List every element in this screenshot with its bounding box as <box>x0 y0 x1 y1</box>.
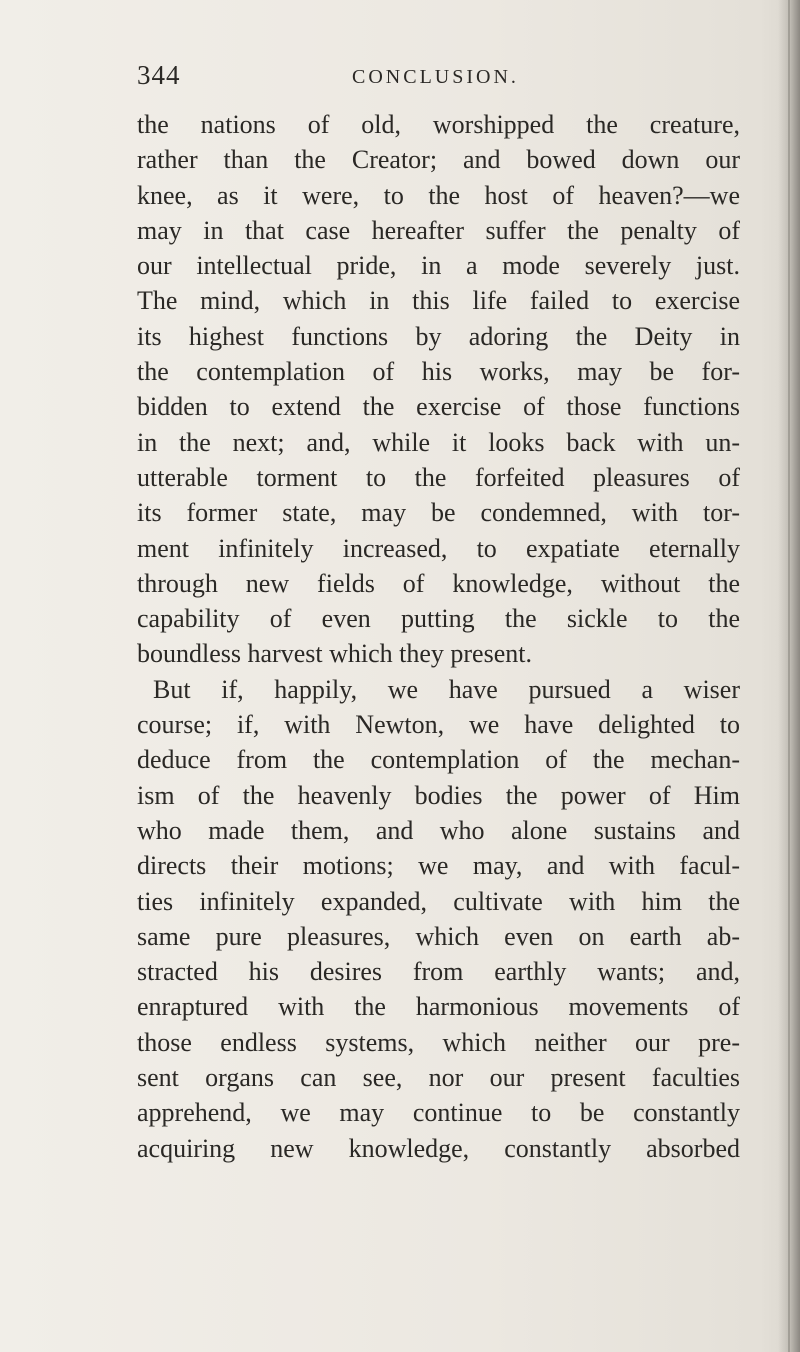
text-line: ment infinitely increased, to expatiate eternally <box>137 533 740 563</box>
text-line: capability of even putting the sickle to the <box>137 604 740 634</box>
page-binding-edge <box>788 0 790 1352</box>
text-line: deduce from the contemplation of the mechan- <box>137 745 740 775</box>
text-line: boundless harvest which they present. <box>137 639 532 669</box>
text-line: acquiring new knowledge, constantly absorbed <box>137 1133 740 1163</box>
running-head: CONCLUSION. <box>352 66 519 88</box>
page-number: 344 <box>137 60 181 90</box>
text-line: the nations of old, worshipped the creature, <box>137 110 740 139</box>
text-line: our intellectual pride, in a mode severely just. <box>137 251 740 281</box>
text-line: those endless systems, which neither our pre- <box>137 1027 740 1057</box>
text-line: who made them, and who alone sustains and <box>137 815 740 845</box>
text-line: ism of the heavenly bodies the power of Him <box>137 780 740 810</box>
text-line: apprehend, we may continue to be constantly <box>137 1098 740 1128</box>
text-line: same pure pleasures, which even on earth ab- <box>137 921 740 951</box>
text-line: its highest functions by adoring the Deity in <box>137 321 740 351</box>
text-line: course; if, with Newton, we have delighted to <box>137 710 740 740</box>
text-line: The mind, which in this life failed to exercise <box>137 286 740 316</box>
text-line: ties infinitely expanded, cultivate with him the <box>137 886 740 916</box>
text-line: through new fields of knowledge, without the <box>137 568 740 598</box>
body-text <box>137 107 740 1166</box>
text-line: utterable torment to the forfeited pleasures of <box>137 462 740 492</box>
text-line: enraptured with the harmonious movements of <box>137 992 740 1022</box>
text-line: the contemplation of his works, may be for- <box>137 357 740 387</box>
text-line: in the next; and, while it looks back with un- <box>137 427 740 457</box>
page-header <box>0 60 800 96</box>
text-line: directs their motions; we may, and with facul- <box>137 851 740 881</box>
text-line: may in that case hereafter suffer the penalty of <box>137 215 740 245</box>
text-line: its former state, may be condemned, with tor- <box>137 498 740 528</box>
text-line: bidden to extend the exercise of those functions <box>137 392 740 422</box>
paragraph-start-line: But if, happily, we have pursued a wiser <box>153 674 740 704</box>
text-line: rather than the Creator; and bowed down our <box>137 145 740 175</box>
text-line: sent organs can see, nor our present faculties <box>137 1063 740 1093</box>
text-line: knee, as it were, to the host of heaven?—we <box>137 180 740 210</box>
text-line: stracted his desires from earthly wants; and, <box>137 957 740 987</box>
